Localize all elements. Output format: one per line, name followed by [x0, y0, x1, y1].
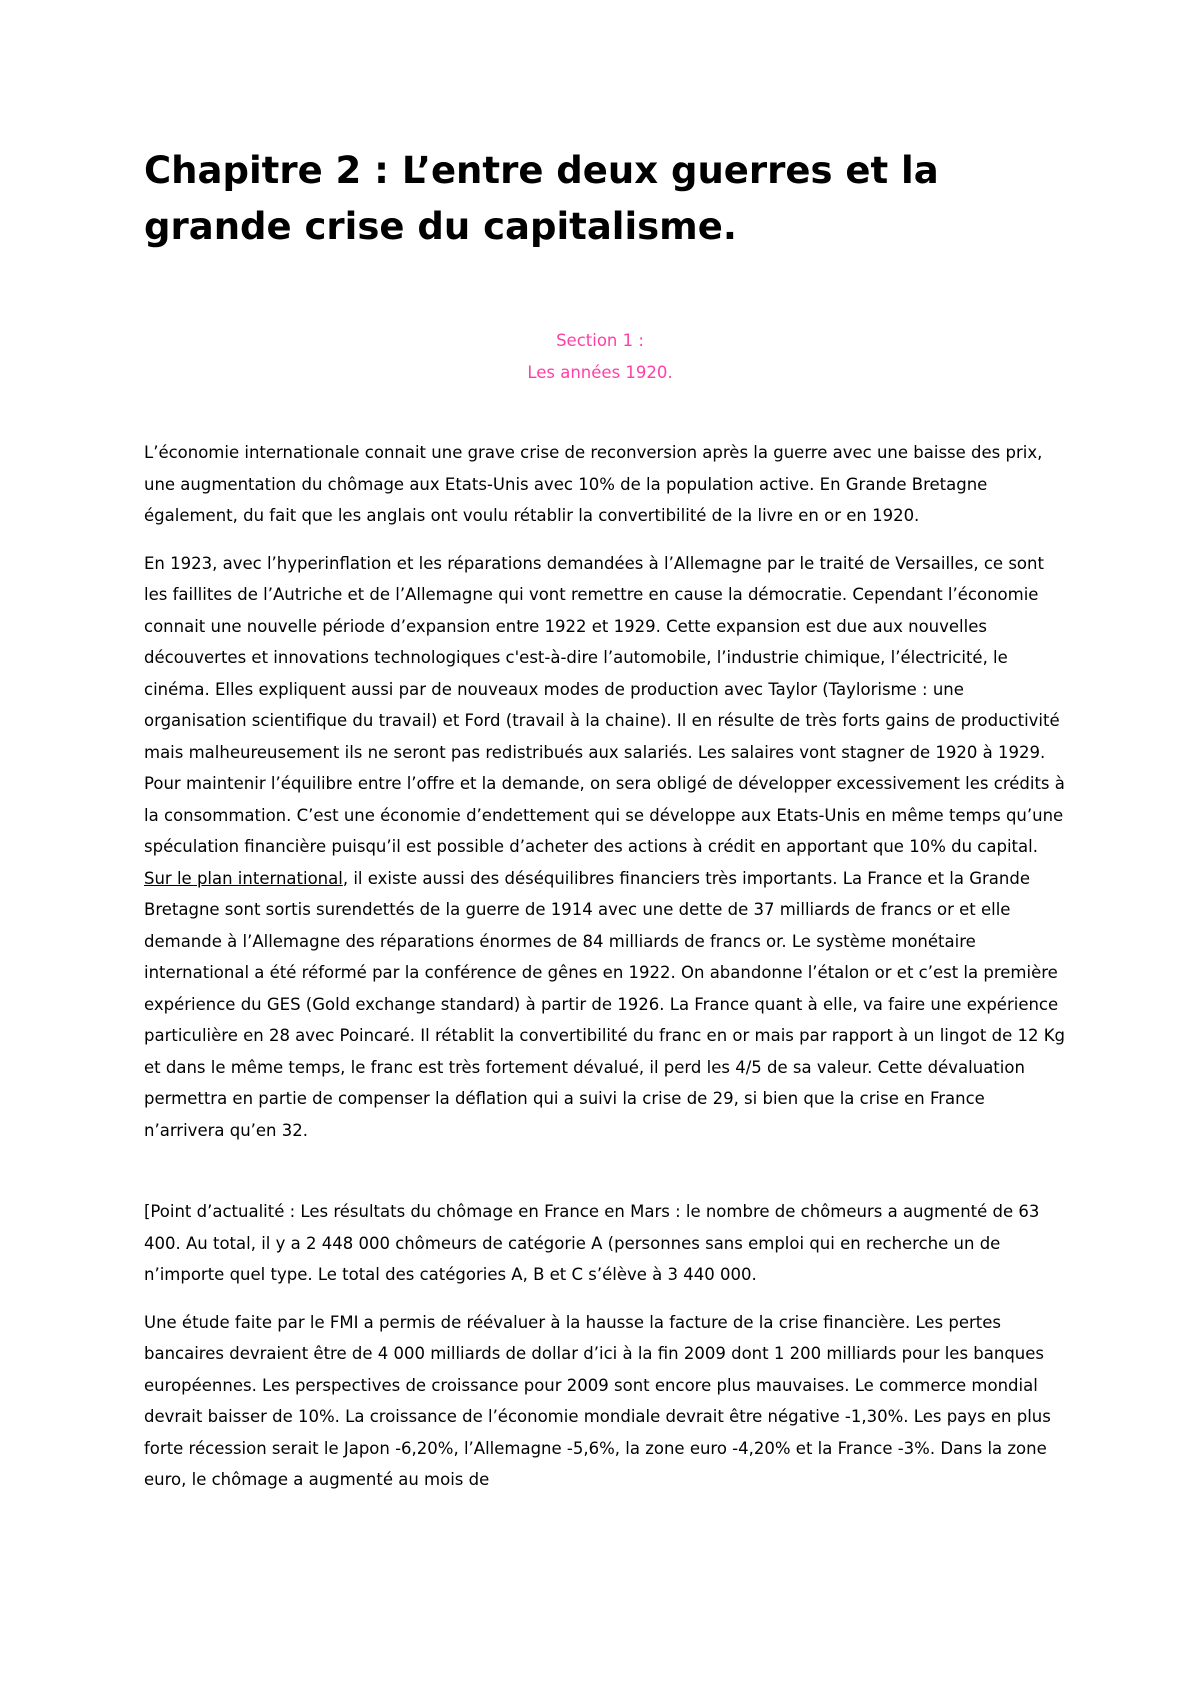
paragraph-fmi: Une étude faite par le FMI a permis de réévaluer à la hausse la facture de la crise financière. Les pertes bancaires devraient être de 4 000 milliards de dollar d’ici à la fin 2009 dont 1 200 milliards pour les banques européennes. Les perspectives de croissance pour 2009 sont encore plus mauvaises. Le commerce mondial devrait baisser de 10%. La croissance de l’économie mondiale devrait être négative -1,30%. Les pays en plus forte récession serait le Japon -6,20%, l’Allemagne -5,6%, la zone euro -4,20% et la France -3%. Dans la zone euro, le chômage a augmenté au mois de — [144, 1312, 1051, 1489]
paragraph-intro: L’économie internationale connait une grave crise de reconversion après la guerre avec une baisse des prix, une augmentation du chômage aux Etats-Unis avec 10% de la population active. En Grande Bretagne également, du fait que les anglais ont voulu rétablir la convertibilité de la livre en or en 1920. — [144, 443, 1043, 525]
paragraph-actualite: [Point d’actualité : Les résultats du chômage en France en Mars : le nombre de chômeurs a augmenté de 63 400. Au total, il y a 2 448 000 chômeurs de catégorie A (personnes sans emploi qui en recherche un de n’importe quel type. Le total des catégories A, B et C s’élève à 3 440 000. — [144, 1202, 1040, 1284]
section-label: Section 1 : — [556, 331, 644, 350]
body-text — [144, 437, 1068, 1512]
section-title: Les années 1920. — [527, 363, 673, 382]
paragraph-international — [144, 863, 1068, 1147]
paragraph-international-text: , il existe aussi des déséquilibres financiers très importants. La France et la Grande Bretagne sont sortis surendettés de la guerre de 1914 avec une dette de 37 milliards de francs or et elle demande à l’Allemagne des réparations énormes de 84 milliards de francs or. Le système monétaire international a été réformé par la conférence de gênes en 1922. On abandonne l’étalon or et c’est la première expérience du GES (Gold exchange standard) à partir de 1926. La France quant à elle, va faire une expérience particulière en 28 avec Poincaré. Il rétablit la convertibilité du franc en or mais par rapport à un lingot de 12 Kg et dans le même temps, le franc est très fortement dévalué, il perd les 4/5 de sa valeur. Cette dévaluation permettra en partie de compenser la déflation qui a suivi la crise de 29, si bien que la crise en France n’arrivera qu’en 32. — [144, 868, 1066, 1140]
paragraph-1923: En 1923, avec l’hyperinflation et les réparations demandées à l’Allemagne par le traité de Versailles, ce sont les faillites de l’Autriche et de l’Allemagne qui vont remettre en cause la démocratie. Cependant l’économie connait une nouvelle période d’expansion entre 1922 et 1929. Cette expansion est due aux nouvelles découvertes et innovations technologiques c'est-à-dire l’automobile, l’industrie chimique, l’électricité, le cinéma. Elles expliquent aussi par de nouveaux modes de production avec Taylor (Taylorisme : une organisation scientifique du travail) et Ford (travail à la chaine). Il en résulte de très forts gains de productivité mais malheureusement ils ne seront pas redistribués aux salariés. Les salaires vont stagner de 1920 à 1929. Pour maintenir l’équilibre entre l’offre et la demande, on sera obligé de développer excessivement les crédits à la consommation. C’est une économie d’endettement qui se développe aux Etats-Unis en même temps qu’une spéculation financière puisqu’il est possible d’acheter des actions à crédit en apportant que 10% du capital. — [144, 553, 1065, 856]
section-heading — [144, 325, 1056, 389]
underlined-heading: Sur le plan international — [144, 868, 343, 888]
chapter-title: Chapitre 2 : L’entre deux guerres et la grande crise du capitalisme. — [144, 149, 939, 248]
